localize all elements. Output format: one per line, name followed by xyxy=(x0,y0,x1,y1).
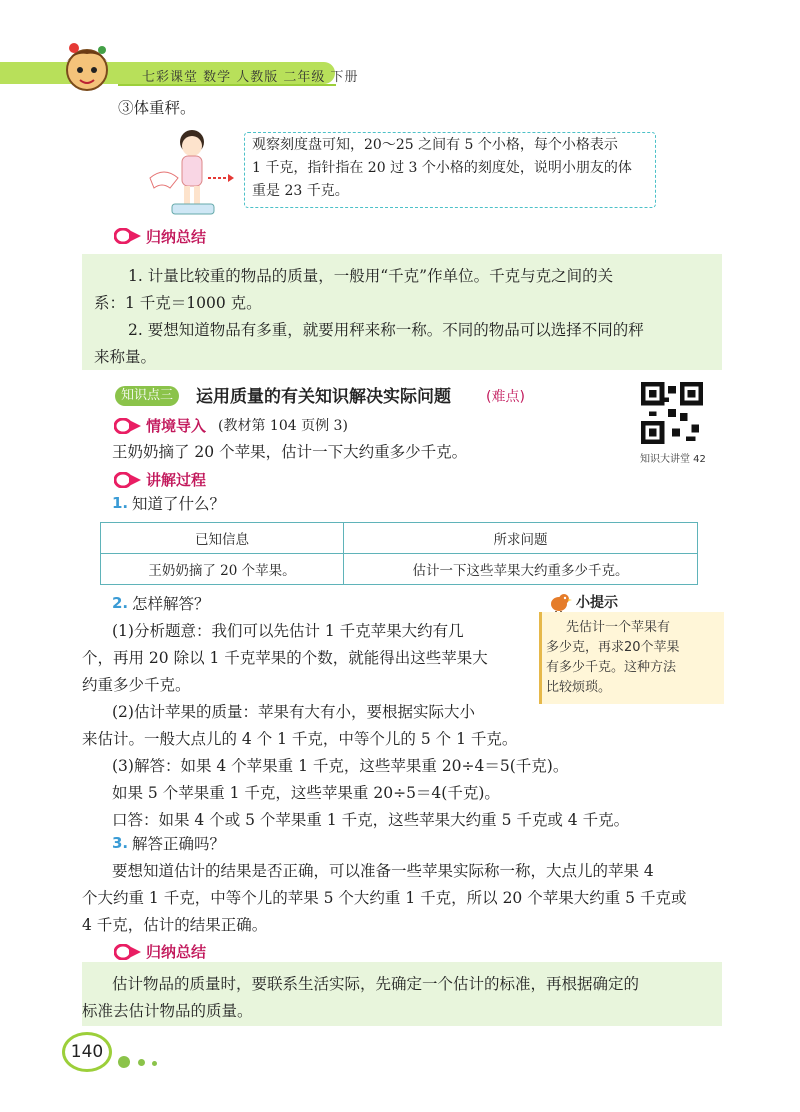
process-title: 讲解过程 xyxy=(146,471,207,489)
table-cell-asked: 估计一下这些苹果大约重多少千克。 xyxy=(343,554,697,585)
question-2-text: 怎样解答？ xyxy=(132,595,210,613)
knowledge-point-title: 运用质量的有关知识解决实际问题 xyxy=(196,387,451,407)
process-line-3: 约重多少千克。 xyxy=(82,676,191,694)
bird-icon xyxy=(546,590,572,614)
summary-1-line-3: 2. 要想知道物品有多重，就要用秤来称一称。不同的物品可以选择不同的秤 xyxy=(128,321,644,339)
question-1-text: 知道了什么？ xyxy=(132,495,226,513)
process-line-5: 来估计。一般大点儿的 4 个 1 千克，中等个儿的 5 个 1 千克。 xyxy=(82,730,518,748)
situation-title: 情境导入 xyxy=(146,417,207,435)
check-line-1: 要想知道估计的结果是否正确，可以准备一些苹果实际称一称，大点儿的苹果 4 xyxy=(112,862,654,880)
hint-line-1: 先估计一个苹果有 xyxy=(566,620,671,635)
info-table xyxy=(100,522,698,585)
difficulty-label: (难点) xyxy=(486,389,525,405)
question-3-text: 解答正确吗？ xyxy=(132,835,226,853)
decor-dot-1 xyxy=(118,1056,130,1068)
process-line-4: (2)估计苹果的质量：苹果有大有小，要根据实际大小 xyxy=(112,703,475,721)
situation-text: 王奶奶摘了 20 个苹果，估计一下大约重多少千克。 xyxy=(112,443,468,461)
question-1-number: 1. xyxy=(112,494,129,512)
scale-tip-line-3: 重是 23 千克。 xyxy=(252,183,349,199)
summary-2-title: 归纳总结 xyxy=(146,943,207,961)
qr-caption: 知识大讲堂 42 xyxy=(640,454,706,465)
hint-line-3: 有多少千克。这种方法 xyxy=(546,660,677,675)
girl-on-scale-illustration xyxy=(148,126,248,218)
table-cell-known: 王奶奶摘了 20 个苹果。 xyxy=(101,554,344,585)
summary-1-title: 归纳总结 xyxy=(146,228,207,246)
process-line-7: 如果 5 个苹果重 1 千克，这些苹果重 20÷5＝4(千克)。 xyxy=(112,784,500,802)
summary-2-line-2: 标准去估计物品的质量。 xyxy=(82,1002,253,1020)
page-number: 140 xyxy=(62,1032,112,1072)
process-line-2: 个，再用 20 除以 1 千克苹果的个数，就能得出这些苹果大 xyxy=(82,649,488,667)
summary-2-marker-icon xyxy=(114,944,142,960)
summary-1-line-2: 系：1 千克＝1000 克。 xyxy=(94,294,262,312)
knowledge-point-tag: 知识点三 xyxy=(115,386,179,406)
decor-dot-3 xyxy=(152,1061,157,1066)
hint-line-4: 比较烦琐。 xyxy=(546,680,612,695)
process-line-8: 口答：如果 4 个或 5 个苹果重 1 千克，这些苹果大约重 5 千克或 4 千克。 xyxy=(112,811,630,829)
check-line-2: 个大约重 1 千克，中等个儿的苹果 5 个大约重 1 千克，所以 20 个苹果大约重 5 千克或 xyxy=(82,889,687,907)
question-2-number: 2. xyxy=(112,594,129,612)
hint-line-2: 多少克，再求20个苹果 xyxy=(546,640,680,655)
summary-marker-icon xyxy=(114,228,142,244)
summary-1-line-1: 1. 计量比较重的物品的质量，一般用“千克”作单位。千克与克之间的关 xyxy=(128,267,614,285)
table-header-row xyxy=(101,523,698,554)
qr-code-icon xyxy=(640,382,704,444)
situation-marker-icon xyxy=(114,418,142,434)
scale-tip-line-2: 1 千克，指针指在 20 过 3 个小格的刻度处，说明小朋友的体 xyxy=(252,160,632,176)
hint-title: 小提示 xyxy=(576,595,618,611)
situation-reference: (教材第 104 页例 3) xyxy=(218,418,348,434)
scale-item-label: ③体重秤。 xyxy=(118,99,196,117)
process-marker-icon xyxy=(114,472,142,488)
mascot-icon xyxy=(52,40,122,96)
decor-dot-2 xyxy=(138,1059,145,1066)
summary-2-line-1: 估计物品的质量时，要联系生活实际，先确定一个估计的标准，再根据确定的 xyxy=(112,975,640,993)
process-line-1: (1)分析题意：我们可以先估计 1 千克苹果大约有几 xyxy=(112,622,464,640)
table-header-known: 已知信息 xyxy=(101,523,344,554)
table-row xyxy=(101,554,698,585)
scale-tip-line-1: 观察刻度盘可知，20～25 之间有 5 个小格，每个小格表示 xyxy=(252,137,618,153)
summary-1-line-4: 来称量。 xyxy=(94,348,157,366)
process-line-6: (3)解答：如果 4 个苹果重 1 千克，这些苹果重 20÷4＝5(千克)。 xyxy=(112,757,569,775)
question-3-number: 3. xyxy=(112,834,129,852)
check-line-3: 4 千克，估计的结果正确。 xyxy=(82,916,268,934)
header-title: 七彩课堂 数学 人教版 二年级 下册 xyxy=(142,70,359,85)
table-header-asked: 所求问题 xyxy=(343,523,697,554)
